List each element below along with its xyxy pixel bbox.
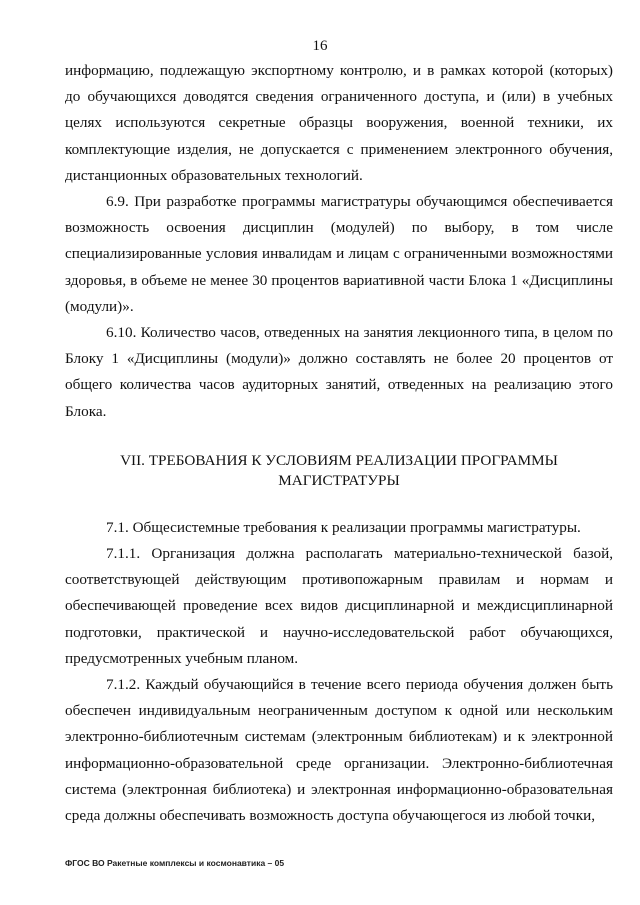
- paragraph-7-1: 7.1. Общесистемные требования к реализации программы магистратуры.: [106, 518, 581, 536]
- section-heading-vii: [65, 451, 613, 491]
- page-number: 16: [312, 38, 328, 54]
- paragraph-continuation: информацию, подлежащую экспортному контролю, и в рамках которой (которых) до обучающихся доводятся сведения ограниченного доступа, и (или) в учебных целях используются секретные образцы вооружения, военной техники, их комплектующие изделия, не допускается с применением электронного обучения, дистанционных образовательных технологий.: [65, 62, 613, 184]
- document-body: [65, 58, 613, 829]
- paragraph-6-9: 6.9. При разработке программы магистратуры обучающимся обеспечивается возможность освоения дисциплин (модулей) по выбору, в том числе специализированные условия инвалидам и лицам с ограниченными возможностями здоровья, в объеме не менее 30 процентов вариативной части Блока 1 «Дисциплины (модули)».: [65, 193, 613, 315]
- section-heading-line-1: VII. ТРЕБОВАНИЯ К УСЛОВИЯМ РЕАЛИЗАЦИИ ПРОГРАММЫ: [120, 451, 558, 469]
- section-heading-line-2: МАГИСТРАТУРЫ: [278, 471, 400, 489]
- page-footer: ФГОС ВО Ракетные комплексы и космонавтика – 05: [65, 858, 285, 868]
- paragraph-7-1-1: 7.1.1. Организация должна располагать материально-технической базой, соответствующей действующим противопожарным правилам и нормам и обеспечивающей проведение всех видов дисциплинарной и междисциплинарной подготовки, практической и научно-исследовательской работ обучающихся, предусмотренных учебным планом.: [65, 545, 613, 667]
- paragraph-7-1-2: 7.1.2. Каждый обучающийся в течение всего периода обучения должен быть обеспечен индивидуальным неограниченным доступом к одной или нескольким электронно-библиотечным системам (электронным библиотекам) и к электронной информационно-образовательной среде организации. Электронно-библиотечная система (электронная библиотека) и электронная информационно-образовательная среда должны обеспечивать возможность доступа обучающегося из любой точки,: [65, 676, 613, 825]
- paragraph-6-10: 6.10. Количество часов, отведенных на занятия лекционного типа, в целом по Блоку 1 «Дисциплины (модули)» должно составлять не более 20 процентов от общего количества часов аудиторных занятий, отведенных на реализацию этого Блока.: [65, 324, 613, 420]
